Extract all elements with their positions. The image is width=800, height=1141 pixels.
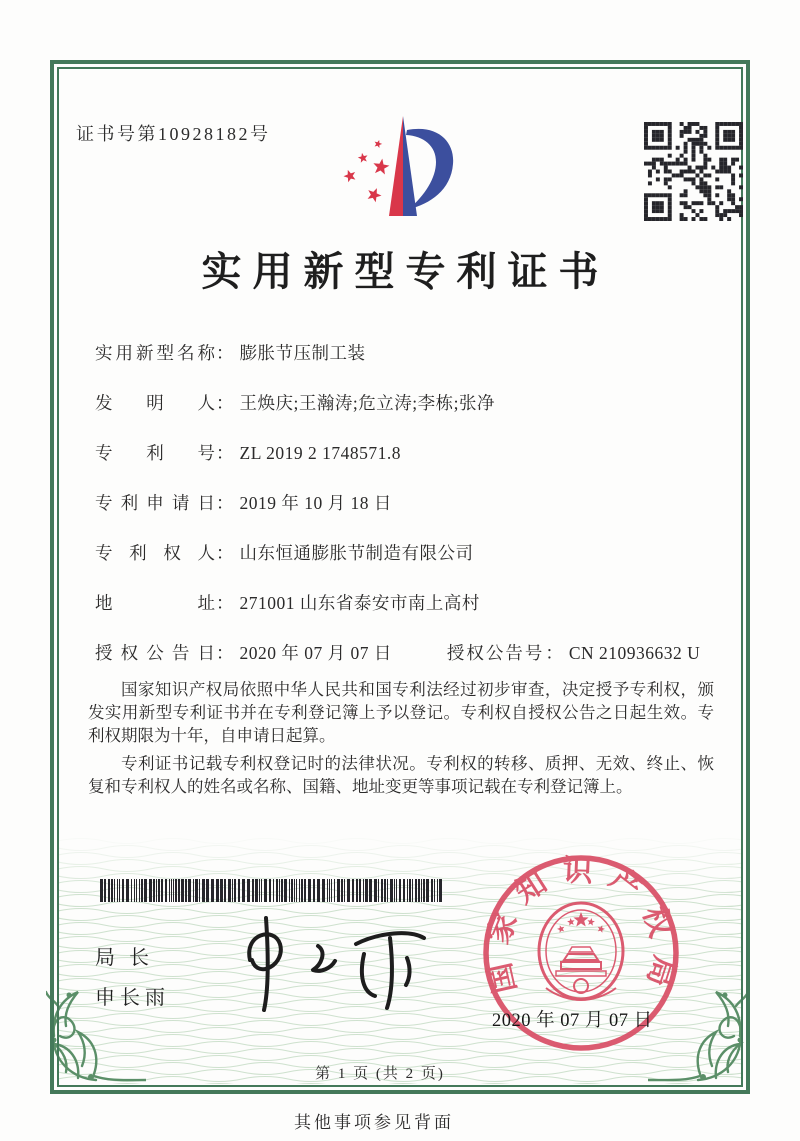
officer-title: 局长 bbox=[95, 947, 163, 969]
field-row-filing-date: 专利申请日： 2019 年 10 月 18 日 bbox=[95, 490, 715, 540]
officer-block bbox=[95, 938, 170, 1018]
field-value: 2019 年 10 月 18 日 bbox=[239, 493, 392, 513]
field-label: 授权公告日 bbox=[95, 643, 215, 663]
field-row-patentee: 专利权人： 山东恒通膨胀节制造有限公司 bbox=[95, 540, 715, 590]
field-row-grant: 授权公告日： 2020 年 07 月 07 日 授权公告号： CN 210936632 U bbox=[95, 640, 715, 690]
field-value: CN 210936632 U bbox=[568, 643, 701, 663]
field-row-patent-no: 专利号： ZL 2019 2 1748571.8 bbox=[95, 440, 715, 490]
field-value: 王焕庆;王瀚涛;危立涛;李栋;张净 bbox=[239, 393, 495, 413]
field-value: ZL 2019 2 1748571.8 bbox=[239, 443, 401, 463]
certificate-title: 实用新型专利证书 bbox=[201, 249, 610, 294]
certificate-number: 证书号第10928182号 bbox=[76, 124, 271, 144]
cnipa-logo bbox=[332, 112, 472, 232]
page-number: 第 1 页 (共 2 页) bbox=[315, 1066, 445, 1082]
legal-paragraph-2: 专利证书记载专利权登记时的法律状况。专利权的转移、质押、无效、终止、恢复和专利权人的姓名或名称、国籍、地址变更等事项记载在专利登记簿上。 bbox=[88, 754, 714, 796]
field-row-inventors: 发明人： 王焕庆;王瀚涛;危立涛;李栋;张净 bbox=[95, 390, 715, 440]
field-list bbox=[95, 340, 715, 690]
field-label: 授权公告号 bbox=[446, 643, 545, 663]
qr-code bbox=[644, 122, 743, 221]
field-value: 山东恒通膨胀节制造有限公司 bbox=[239, 543, 474, 563]
field-row-name: 实用新型名称： 膨胀节压制工装 bbox=[95, 340, 715, 390]
officer-name: 申长雨 bbox=[95, 987, 170, 1009]
field-label: 发明人 bbox=[95, 393, 215, 413]
field-value: 膨胀节压制工装 bbox=[239, 343, 366, 363]
seal-text: 国家知识产权局 bbox=[480, 854, 682, 1004]
grant-number-group: 授权公告号： CN 210936632 U bbox=[446, 643, 701, 663]
back-note: 其他事项参见背面 bbox=[294, 1113, 454, 1132]
field-label: 实用新型名称 bbox=[95, 343, 215, 363]
barcode bbox=[100, 879, 445, 902]
field-label: 专利权人 bbox=[95, 543, 215, 563]
signature-autograph bbox=[222, 908, 434, 1020]
field-label: 专利号 bbox=[95, 443, 215, 463]
field-label: 地址 bbox=[95, 593, 215, 613]
field-value: 2020 年 07 月 07 日 bbox=[239, 643, 392, 663]
field-label: 专利申请日 bbox=[95, 493, 215, 513]
legal-paragraph-1: 国家知识产权局依照中华人民共和国专利法经过初步审查，决定授予专利权，颁发实用新型专利证书并在专利登记簿上予以登记。专利权自授权公告之日起生效。专利权期限为十年，自申请日起算。 bbox=[88, 680, 714, 745]
seal-date: 2020 年 07 月 07 日 bbox=[492, 1011, 653, 1031]
field-value: 271001 山东省泰安市南上高村 bbox=[239, 593, 480, 613]
legal-text bbox=[88, 678, 714, 803]
field-row-address: 地址： 271001 山东省泰安市南上高村 bbox=[95, 590, 715, 640]
